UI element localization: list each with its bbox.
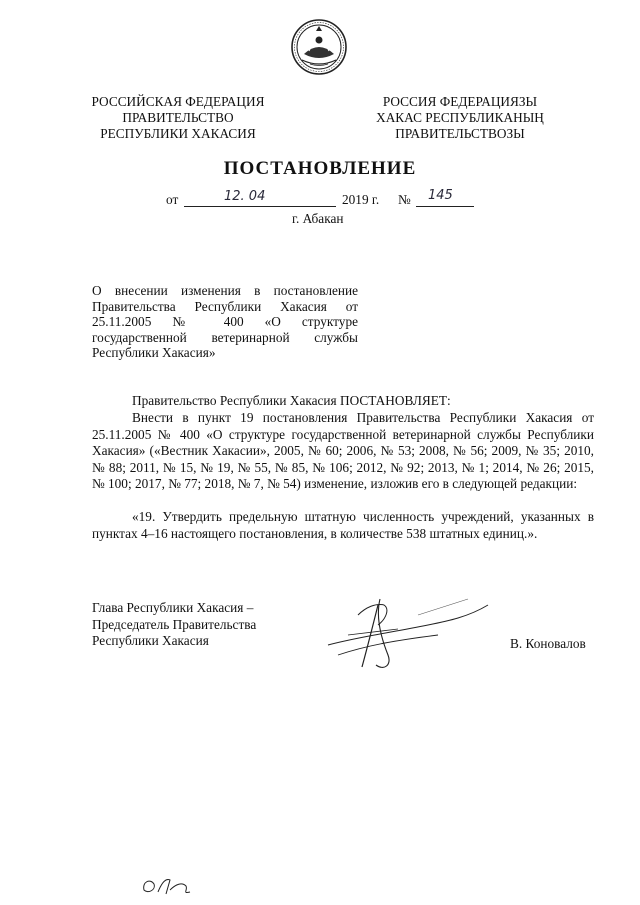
- coat-of-arms-emblem: [290, 18, 348, 76]
- signatory-name: В. Коновалов: [510, 636, 586, 651]
- header-left-line-2: ПРАВИТЕЛЬСТВО: [122, 110, 234, 125]
- signatory-position: [92, 600, 256, 650]
- body-main-paragraph: Внести в пункт 19 постановления Правительства Республики Хакасия от 25.11.2005 № 400 «О структуре государственной ветеринарной службы Республики Хакасия» («Вестник Хакасии», 2005, № 60; 2006, № 53; 2008, № 56; 2009, № 35; 2010, № 88; 2011, № 15, № 19, № 55, № 85, № 106; 2012, № 92; 2013, № 1; 2014, № 26; 2015, № 100; 2017, № 77; 2018, № 7, № 54) изменение, изложив его в следующей редакции:: [92, 410, 594, 492]
- header-left-block: [86, 94, 270, 142]
- signatory-position-line-1: Глава Республики Хакасия –: [92, 600, 254, 615]
- signatory-position-line-2: Председатель Правительства: [92, 616, 257, 632]
- handwritten-signature: [318, 585, 494, 681]
- header-left-line-1: РОССИЙСКАЯ ФЕДЕРАЦИЯ: [91, 94, 265, 109]
- date-prefix: от: [166, 192, 179, 207]
- date-year: 2019 г.: [342, 192, 380, 207]
- body-quote-paragraph: «19. Утвердить предельную штатную численность учреждений, указанных в пунктах 4–16 настоящего постановления, в количестве 538 штатных единиц.».: [92, 509, 594, 541]
- header-right-line-1: РОССИЯ ФЕДЕРАЦИЯЗЫ: [382, 94, 538, 109]
- subject-block: О внесении изменения в постановление Правительства Республики Хакасия от 25.11.2005 № 400 «О структуре государственной ветеринарной службы Республики Хакасия»: [92, 283, 358, 361]
- city-label: г. Абакан: [292, 211, 344, 226]
- document-title: ПОСТАНОВЛЕНИЕ: [223, 158, 417, 179]
- signatory-position-line-3: Республики Хакасия: [92, 633, 209, 649]
- date-line: [166, 188, 486, 210]
- body-lead-paragraph: Правительство Республики Хакасия ПОСТАНОВЛЯЕТ:: [132, 393, 451, 408]
- header-left-line-3: РЕСПУБЛИКИ ХАКАСИЯ: [100, 126, 256, 141]
- number-sign: №: [398, 192, 411, 207]
- handwritten-initials: [140, 872, 196, 898]
- number-handwritten: 145: [428, 188, 453, 203]
- date-handwritten: 12. 04: [224, 189, 266, 204]
- header-right-line-2: ХАКАС РЕСПУБЛИКАНЫҢ: [376, 110, 544, 125]
- header-right-line-3: ПРАВИТЕЛЬСТВОЗЫ: [395, 126, 525, 141]
- header-right-block: [366, 94, 554, 142]
